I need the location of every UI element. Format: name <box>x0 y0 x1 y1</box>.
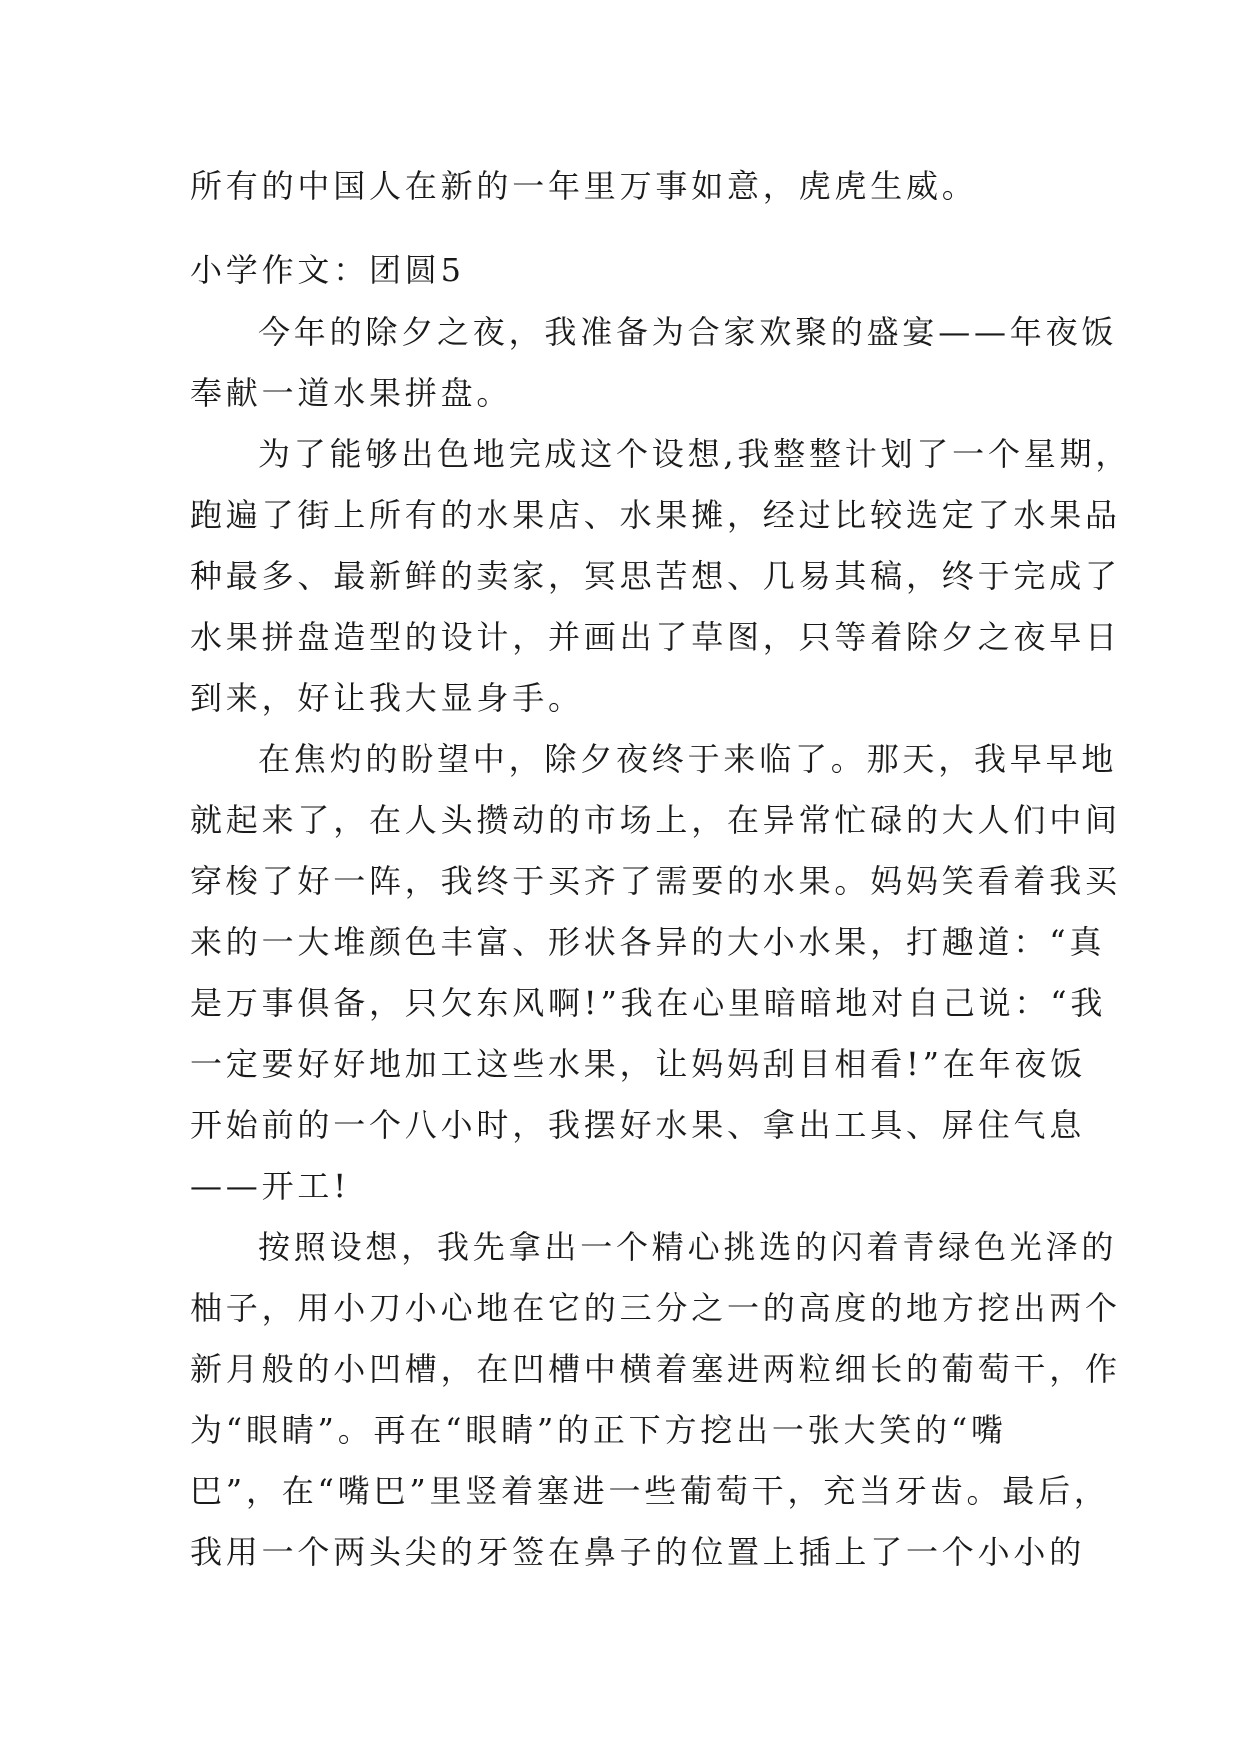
paragraph-line: 今年的除夕之夜，我准备为合家欢聚的盛宴——年夜饭 <box>258 313 1118 351</box>
paragraph <box>190 729 1121 1217</box>
paragraph-line: 就起来了，在人头攒动的市场上，在异常忙碌的大人们中间 <box>190 801 1121 839</box>
paragraph-line: 柚子，用小刀小心地在它的三分之一的高度的地方挖出两个 <box>190 1289 1121 1327</box>
paragraph-line: 种最多、最新鲜的卖家，冥思苦想、几易其稿，终于完成了 <box>190 557 1121 595</box>
paragraph-line: 奉献一道水果拼盘。 <box>190 374 513 412</box>
paragraph-line: 为“眼睛”。再在“眼睛”的正下方挖出一张大笑的“嘴 <box>190 1411 1007 1449</box>
paragraph-line: 巴”，在“嘴巴”里竖着塞进一些葡萄干，充当牙齿。最后， <box>190 1472 1110 1510</box>
paragraph-line: 是万事俱备，只欠东风啊!”我在心里暗暗地对自己说：“我 <box>190 984 1107 1022</box>
paragraph-line: 来的一大堆颜色丰富、形状各异的大小水果，打趣道：“真 <box>190 923 1106 961</box>
paragraph-line: 新月般的小凹槽，在凹槽中横着塞进两粒细长的葡萄干，作 <box>190 1350 1121 1388</box>
paragraph <box>190 1217 1121 1583</box>
paragraph-line: 为了能够出色地完成这个设想,我整整计划了一个星期， <box>258 435 1132 473</box>
paragraph-line: 跑遍了街上所有的水果店、水果摊，经过比较选定了水果品 <box>190 496 1121 534</box>
essay-heading: 小学作文：团圆5 <box>190 251 465 289</box>
paragraph-line: 在焦灼的盼望中，除夕夜终于来临了。那天，我早早地 <box>258 740 1118 778</box>
continuation-line: 所有的中国人在新的一年里万事如意，虎虎生威。 <box>190 167 978 205</box>
paragraph-line: 穿梭了好一阵，我终于买齐了需要的水果。妈妈笑看着我买 <box>190 862 1121 900</box>
paragraph-line: 水果拼盘造型的设计，并画出了草图，只等着除夕之夜早日 <box>190 618 1121 656</box>
paragraph-line: 开始前的一个八小时，我摆好水果、拿出工具、屏住气息 <box>190 1106 1086 1144</box>
essay-body <box>190 302 1132 1583</box>
paragraph-line: ——开工! <box>190 1167 350 1205</box>
paragraph-line: 一定要好好地加工这些水果，让妈妈刮目相看!”在年夜饭 <box>190 1045 1087 1083</box>
paragraph <box>190 424 1132 729</box>
paragraph-line: 按照设想，我先拿出一个精心挑选的闪着青绿色光泽的 <box>258 1228 1118 1266</box>
paragraph-line: 我用一个两头尖的牙签在鼻子的位置上插上了一个小小的 <box>190 1533 1086 1571</box>
paragraph-line: 到来，好让我大显身手。 <box>190 679 584 717</box>
paragraph <box>190 302 1118 424</box>
